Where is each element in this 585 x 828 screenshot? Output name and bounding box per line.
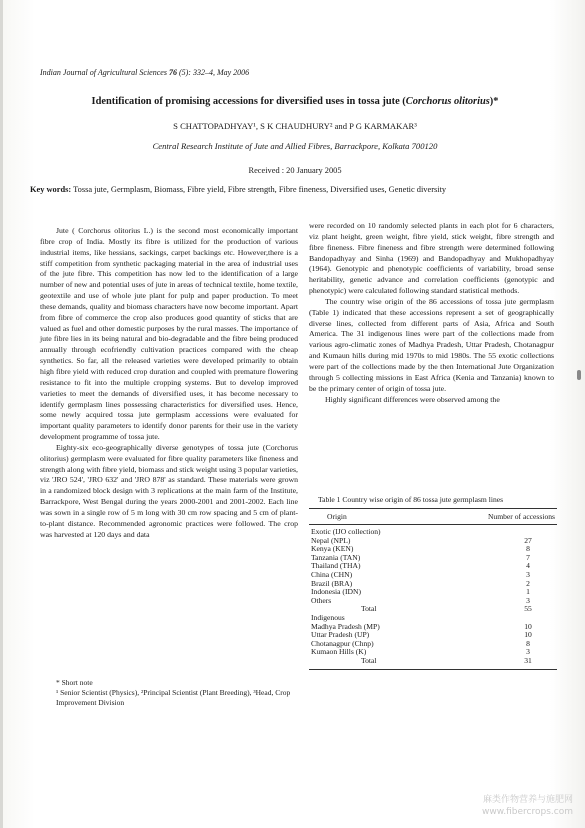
table-cell-count: 3 [526,647,530,657]
table-header [309,509,557,524]
table-cell-origin: Indigenous [311,612,345,622]
keywords [30,185,570,194]
journal-volume: 76 [168,68,177,77]
table-cell-count: 8 [526,638,530,648]
scan-mark [577,370,581,380]
journal-citation [40,68,249,77]
table-cell-count: 4 [526,561,530,571]
table-cell-origin: Thailand (THA) [311,561,361,571]
journal-name: Indian Journal of Agricultural Sciences [40,68,167,77]
footnote-short-note: * Short note [56,678,93,687]
body-column-right [309,221,554,405]
table-cell-count: 27 [524,535,532,545]
keywords-text: Tossa jute, Germplasm, Biomass, Fibre yield, Fibre strength, Fibre fineness, Diversified uses, Genetic diversity [73,185,447,194]
body-column-left [40,226,298,540]
paragraph-data-collection: were recorded on 10 randomly selected plants in each plot for 6 characters, viz plant height, green weight, fibre yield, stick weight, fibre strength and fibre fineness. Fibre fineness and fibre strength were determined following Bandopadhyay and Sinha (1969) and Bandopadhyay and Mukhopadhyay (1964). Genotypic and phenotypic coefficients of variability, broad sense heritability, genetic advance and correlation coefficients (genotypic and phenotypic) were calculated following standard statistical methods. [309,221,554,296]
table-row [309,657,557,666]
table-cell-origin: Kenya (KEN) [311,544,354,554]
paragraph-origin: The country wise origin of the 86 accessions of tossa jute germplasm (Table 1) indicated that these accessions represent a set of geographically diverse lines, collected from different parts of Asia, Africa and South America. The 31 indigenous lines were part of the collections made from various agro-climatic zones of Madhya Pradesh, Uttar Pradesh, Chotanagpur and Kumaun hills during mid 1970s to mid 1980s. The 55 exotic collections were part of the collections made by the then International Jute Organization through 5 collecting missions in East Africa (Kenia and Tanzania) known to be the primary center of origin of tossa jute. [309,296,554,393]
title-end: )* [489,96,499,107]
paragraph-results-start: Highly significant differences were observed among the [325,394,500,404]
watermark-cn: 麻类作物营养与施肥网 [482,795,573,805]
table-cell-count: 8 [526,544,530,554]
table-cell-origin: Exotic (IJO collection) [311,527,381,536]
table-header-count: Number of accessions [487,512,555,521]
table-cell-origin: Nepal (NPL) [311,535,351,545]
table-cell-origin: Uttar Pradesh (UP) [311,630,370,640]
title-species: Corchorus olitorius [405,96,490,107]
affiliation: Central Research Institute of Jute and Allied Fibres, Barrackpore, Kolkata 700120 [152,141,438,151]
table-cell-count: 10 [524,630,532,640]
watermark-url: www.fibercrops.com [482,807,573,817]
table-bottom-rule [309,669,557,670]
scan-edge [0,0,3,828]
table-cell-origin: Chotanagpur (Chnp) [311,638,374,648]
table-body [309,528,557,666]
received-date: Received : 20 January 2005 [248,166,342,175]
table-cell-origin: China (CHN) [311,569,353,579]
paragraph-intro: Jute ( Corchorus olitorius L.) is the second most economically important fibre crop of India. Mostly its fibre is utilized for the production of various industrial items, like hessians, sackings, carpet backings etc. However,there is a stiff competition from synthetic packaging material in the area of industrial uses of the jute fibre. This competition has now led to the identification of a large number of new and potential uses of jute in areas of technical textile, home textile, geotextile and use of whole jute plant for pulp and paper production. To meet these demands, quality and biomass characters have now become important. Apart from fibre of commerce the crop also produces good quantity of sticks that are valued as fuel and other domestic purposes by the rural masses. The importance of jute fibre lies in its being natural and bio-degradable and the fibre being produced annually through ecofriendly cultivation practices compared with the cheap synthetics. So far, all the released varieties were developed primarily to obtain high fibre yield with reduced crop duration and coupled with premature flowering resistance to fit into the multiple cropping systems. But to develop improved varieties to meet the demands of diversified uses, it has become necessary to identify germplasm lines possessing characteristics for diversified uses. Hence, some newly acquired tossa jute germplasm accessions were evaluated for important quality parameters to identify donor parents for their use in the variety development programme of tossa jute. [40,226,298,442]
table-cell-origin: Kumaon Hills (K) [311,647,367,657]
author-list: S CHATTOPADHYAY¹, S K CHAUDHURY² and P G KARMAKAR³ [173,121,417,131]
origin-table [309,508,557,670]
table-cell-origin: Brazil (BRA) [311,578,353,588]
table-cell-count: 10 [524,621,532,631]
table-cell-count: 1 [526,587,530,597]
paragraph-methods: Eighty-six eco-geographically diverse genotypes of tossa jute (Corchorus olitorius) germplasm were evaluated for fibre quality parameters like fineness and strength along with fibre yield, biomass and stick weight using 3 popular varieties, viz 'JRO 524', 'JRO 632' and 'JRO 878' as standard. These materials were grown in a randomized block design with 3 replications at the main farm of the Institute, Barrackpore, West Bengal during the years 2000-2001 and 2001-2002. Each line was sown in a single row of 5 m long with 30 cm row spacing and 5 cm of plant-to-plant distance. Recommended agronomic practices were followed. The crop was harvested at 120 days and data [40,442,298,539]
keywords-label: Key words: [30,185,72,194]
table-row [309,597,557,606]
article-title [30,96,560,107]
table-cell-count: 7 [526,552,530,562]
table-cell-origin: Tanzania (TAN) [311,552,361,562]
table-caption: Table 1 Country wise origin of 86 tossa jute germplasm lines [318,495,504,504]
table-cell-origin: Others [311,595,332,605]
table-cell-count: 2 [526,578,530,588]
table-cell-count: 3 [526,595,530,605]
footnotes [40,678,298,708]
table-cell-origin: Madhya Pradesh (MP) [311,621,380,631]
table-cell-origin: Total [361,655,377,665]
table-cell-count: 31 [524,655,532,665]
table-cell-origin: Indonesia (IDN) [311,587,361,597]
footnote-authors: ¹ Senior Scientist (Physics), ²Principal Scientist (Plant Breeding), ³Head, Crop Improvement Division [56,688,291,707]
table-row [309,605,557,614]
table-cell-count: 55 [524,604,532,614]
site-watermark [482,794,573,818]
table-row [309,588,557,597]
table-cell-origin: Total [361,604,377,614]
title-main: Identification of promising accessions for diversified uses in tossa jute ( [91,96,406,107]
table-cell-count: 3 [526,569,530,579]
table-row [309,648,557,657]
journal-issue-pages: (5): 332–4, May 2006 [178,68,250,77]
table-header-origin: Origin [327,512,347,521]
